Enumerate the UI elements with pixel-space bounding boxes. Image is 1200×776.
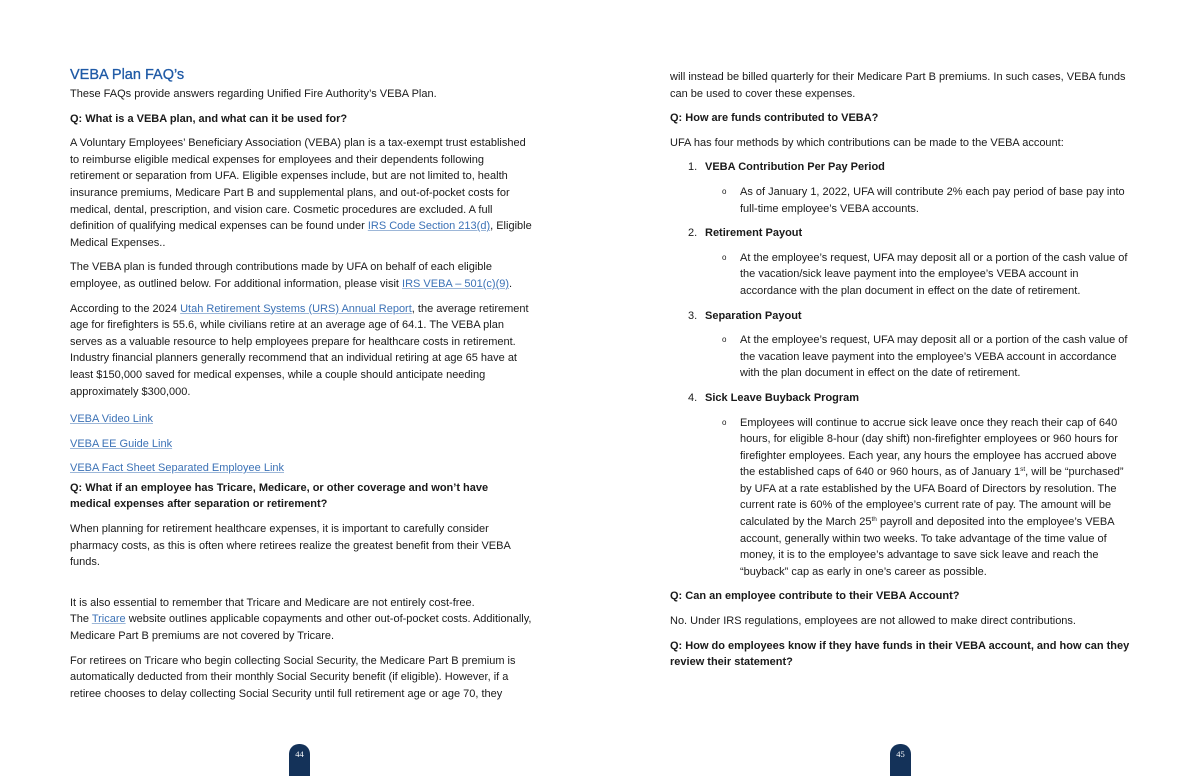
faq-answer-tricare-medicare: When planning for retirement healthcare expenses, it is important to carefully consider pharmacy costs, as this is often where retirees realize the greatest benefit from their VEBA funds. [70,523,511,569]
tricare-costs-paragraph: It is also essential to remember that Tricare and Medicare are not entirely cost-free. The Tricare website outlines applicable copayments and other out-of-pocket costs. Additionally, Medicare Part B premiums are not covered by Tricare. [70,596,532,643]
veba-ee-guide-link[interactable]: VEBA EE Guide Link [70,437,173,450]
method-title: Sick Leave Buyback Program [705,391,860,404]
irs-veba-link[interactable]: IRS VEBA – 501(c)(9) [402,277,510,290]
social-security-paragraph: For retirees on Tricare who begin collecting Social Security, the Medicare Part B premium is automatically deducted from their monthly Social Security benefit (if eligible). However, if a retiree chooses to delay collecting Social Security until full retirement age or age 70, they [70,654,516,700]
page-number-badge: 44 [289,744,310,776]
continued-paragraph: will instead be billed quarterly for their Medicare Part B premiums. In such cases, VEBA funds can be used to cover these expenses. [670,71,1126,100]
method-detail: o At the employee’s request, UFA may deposit all or a portion of the cash value of the vacation/sick leave payment into the employee’s VEBA account in accordance with the plan document in effect on the date of retirement. [722,251,1128,297]
faq-question-tricare-medicare: Q: What if an employee has Tricare, Medicare, or other coverage and won’t have medical expenses after separation or retirement? [70,481,489,511]
veba-video-link[interactable]: VEBA Video Link [70,413,153,426]
tricare-link[interactable]: Tricare [91,613,126,626]
faq-answer-employee-contribute: No. Under IRS regulations, employees are not allowed to make direct contributions. [670,615,1076,628]
method-title: VEBA Contribution Per Pay Period [705,161,885,174]
faq-question-employee-contribute: Q: Can an employee contribute to their VEBA Account? [670,590,960,603]
method-detail: o As of January 1, 2022, UFA will contribute 2% each pay period of base pay into full-time employee’s VEBA accounts. [722,185,1125,215]
right-page-content [670,69,1134,679]
method-title: Retirement Payout [705,227,803,240]
hollow-bullet-icon: o [722,417,727,427]
hollow-bullet-icon: o [722,252,727,262]
method-title: Separation Payout [705,309,802,322]
irs-code-213d-link[interactable]: IRS Code Section 213(d) [367,220,491,233]
method-detail: o Employees will continue to accrue sick leave once they reach their cap of 640 hours, for eligible 8-hour (day shift) non-firefighter employees or 960 hours for firefighter employees. Each year, any hours the employee has accrued above the established caps of 640 or 960 hours, as of January 1st, will be “purchased” by UFA at a rate established by the UFA Board of Directors by resolution. The current rate is 60% of the employee’s current rate of pay. The amount will be calculated by the March 25th payroll and deposited into the employee’s VEBA account, generally within two weeks. To take advantage of the time value of money, it is to the employee’s advantage to save sick leave and reach the “buyback” cap as early in one’s career as possible. [722,416,1124,578]
faq-answer-what-is-veba: A Voluntary Employees’ Beneficiary Association (VEBA) plan is a tax-exempt trust established to reimburse eligible medical expenses for employees and their dependents following retirement or separation from UFA. Eligible expenses include, but are not limited to, health insurance premiums, Medicare Part B and supplemental plans, and out-of-pocket costs for medical, dental, prescription, and vision care. Cosmetic procedures are excluded. A full definition of qualifying medical expenses can be found under IRS Code Section 213(d), Eligible Medical Expenses.. [70,137,532,249]
faq-question-how-funds-contributed: Q: How are funds contributed to VEBA? [670,112,879,125]
methods-intro: UFA has four methods by which contributions can be made to the VEBA account: [670,136,1064,149]
page-number-badge: 45 [890,744,911,776]
left-page-content [70,66,532,710]
contribution-methods-list [670,159,1134,580]
faq-question-review-statement: Q: How do employees know if they have funds in their VEBA account, and how can they review their statement? [670,639,1130,669]
hollow-bullet-icon: o [722,335,727,345]
urs-annual-report-link[interactable]: Utah Retirement Systems (URS) Annual Report [180,302,412,315]
right-page [600,0,1200,776]
veba-fact-sheet-link[interactable]: VEBA Fact Sheet Separated Employee Link [70,462,285,475]
hollow-bullet-icon: o [722,186,727,196]
resource-links [70,411,532,477]
intro-paragraph: These FAQs provide answers regarding Unified Fire Authority’s VEBA Plan. [70,88,437,100]
method-detail: o At the employee’s request, UFA may deposit all or a portion of the cash value of the vacation leave payment into the employee’s VEBA account in accordance with the plan document in effect on the date of retirement. [722,334,1128,380]
method-item: 4. Sick Leave Buyback Program o Employees will continue to accrue sick leave once they reach their cap of 640 hours, for eligible 8-hour (day shift) non-firefighter employees or 960 hours for firefighter employees. Each year, any hours the employee has accrued above the established caps of 640 or 960 hours, as of January 1st, will be “purchased” by UFA at a rate established by the UFA Board of Directors by resolution. The current rate is 60% of the employee’s current rate of pay. The amount will be calculated by the March 25th payroll and deposited into the employee’s VEBA account, generally within two weeks. To take advantage of the time value of money, it is to the employee’s advantage to save sick leave and reach the “buyback” cap as early in one’s career as possible. [670,390,1134,581]
faq-question-what-is-veba: Q: What is a VEBA plan, and what can it be used for? [70,112,348,125]
method-item: 3. Separation Payout o At the employee’s request, UFA may deposit all or a portion of the cash value of the vacation leave payment into the employee’s VEBA account in accordance with the plan document in effect on the date of retirement. [670,308,1134,382]
page-title: VEBA Plan FAQ’s [70,67,185,83]
funding-paragraph: The VEBA plan is funded through contributions made by UFA on behalf of each eligible employee, as outlined below. For additional information, please visit IRS VEBA – 501(c)(9). [70,261,513,290]
method-item: 2. Retirement Payout o At the employee’s request, UFA may deposit all or a portion of the cash value of the vacation/sick leave payment into the employee’s VEBA account in accordance with the plan document in effect on the date of retirement. [670,225,1134,299]
method-item: 1. VEBA Contribution Per Pay Period o As of January 1, 2022, UFA will contribute 2% each pay period of base pay into full-time employee’s VEBA accounts. [670,159,1134,217]
retirement-age-paragraph: According to the 2024 Utah Retirement Systems (URS) Annual Report, the average retirement age for firefighters is 55.6, while civilians retire at an average age of 64.1. The VEBA plan serves as a valuable resource to help employees prepare for healthcare costs in retirement. Industry financial planners generally recommend that an individual retiring at age 65 have at least $150,000 saved for medical expenses, while a couple should anticipate needing approximately $300,000. [70,302,529,398]
paragraph-gap [70,579,532,595]
